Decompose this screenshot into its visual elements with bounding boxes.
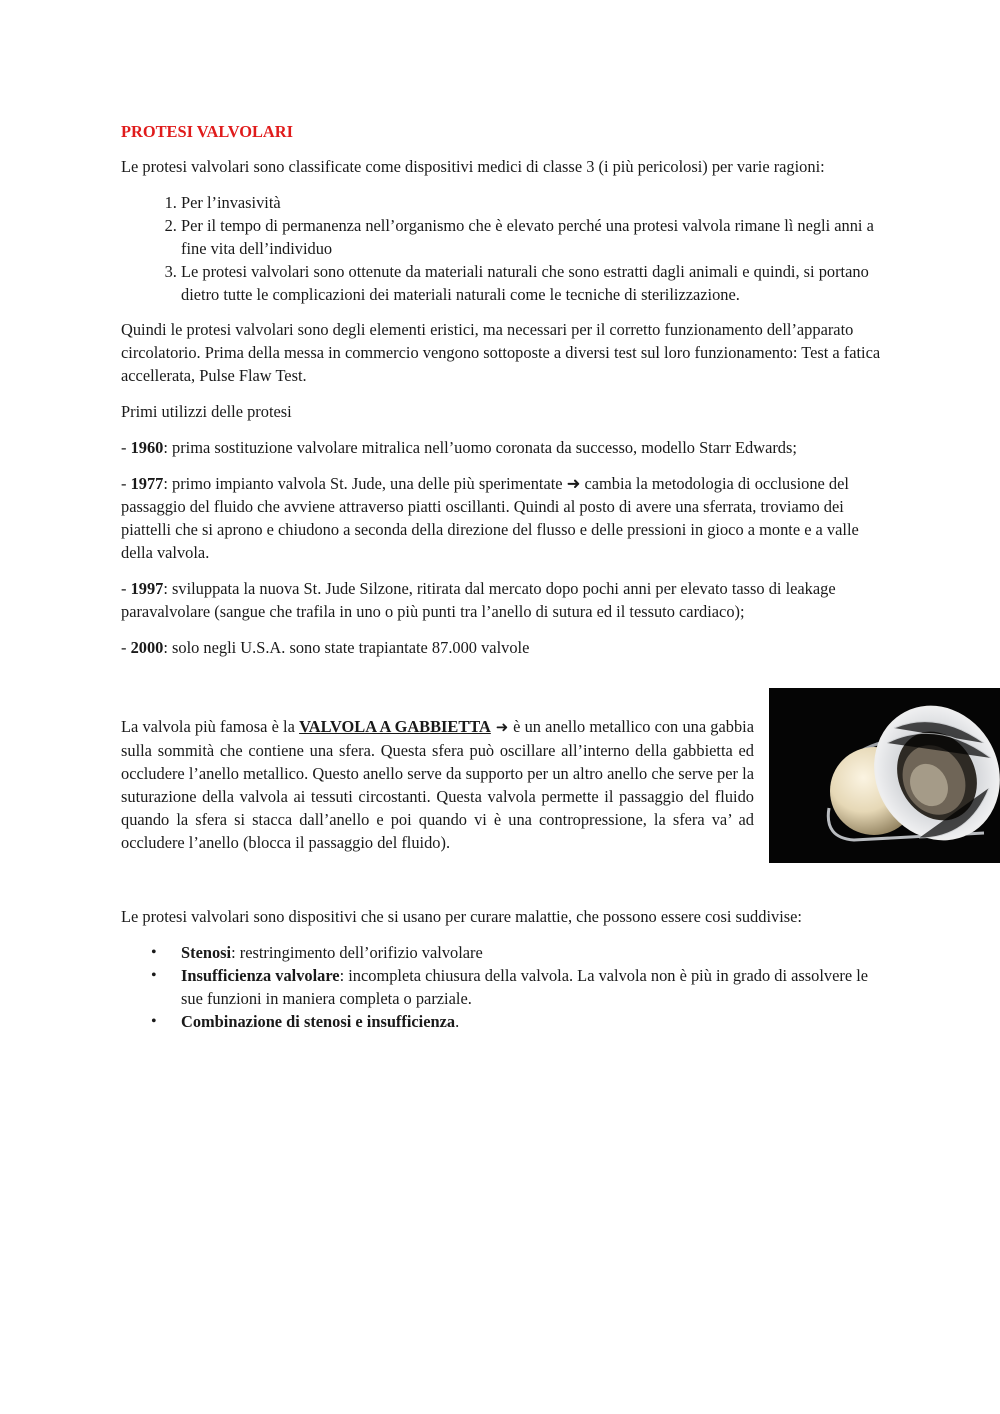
disease-desc: . — [455, 1012, 460, 1031]
valve-photo-icon — [769, 688, 1000, 863]
valve-name: VALVOLA A GABBIETTA — [299, 717, 491, 736]
list-item: 2. Per il tempo di permanenza nell’organismo che è elevato perché una protesi valvola rimane lì negli anni a fine vita dell’individuo — [181, 214, 881, 260]
list-item — [181, 1010, 881, 1033]
entry-year: 2000 — [130, 638, 164, 657]
document-page — [121, 120, 881, 1045]
list-item: 1. Per l’invasività — [181, 191, 881, 214]
valve-lead: La valvola più famosa è la — [121, 717, 300, 736]
disease-term: Stenosi — [181, 943, 232, 962]
history-entry-1977 — [121, 472, 881, 564]
entry-text: : solo negli U.S.A. sono state trapiantate 87.000 valvole — [163, 638, 530, 657]
list-item: 3. Le protesi valvolari sono ottenute da materiali naturali che sono estratti dagli animali e quindi, si portano dietro tutte le complicazioni dei materiali naturali come le tecniche di sterilizzazione. — [181, 260, 881, 306]
entry-year: 1977 — [130, 474, 164, 493]
entry-prefix: - — [121, 638, 131, 657]
entry-prefix: - — [121, 438, 131, 457]
disease-desc: : restringimento dell’orifizio valvolare — [231, 943, 483, 962]
history-entry-1997 — [121, 577, 881, 623]
list-item — [181, 941, 881, 964]
history-entry-1960 — [121, 436, 881, 459]
disease-desc: : incompleta chiusura della valvola. La valvola non è più in grado di assolvere le sue funzioni in maniera completa o parziale. — [181, 966, 869, 1008]
arrow-icon: ➜ — [490, 718, 514, 736]
intro-paragraph: Le protesi valvolari sono classificate come dispositivi medici di classe 3 (i più pericolosi) per varie ragioni: — [121, 157, 825, 176]
entry-prefix: - — [121, 579, 131, 598]
history-entry-2000 — [121, 636, 881, 659]
page-title: PROTESI VALVOLARI — [121, 122, 293, 141]
entry-text: : sviluppata la nuova St. Jude Silzone, ritirata dal mercato dopo pochi anni per elevato tasso di leakage paravalvolare (sangue che trafila in uno o più punti tra l’anello di sutura ed il tessuto cardiaco); — [121, 579, 836, 621]
diseases-list — [121, 941, 881, 1033]
entry-prefix: - — [121, 474, 131, 493]
reasons-list — [121, 191, 881, 306]
tests-paragraph: Quindi le protesi valvolari sono degli elementi eristici, ma necessari per il corretto funzionamento dell’apparato circolatorio. Prima della messa in commercio vengono sottoposte a diversi test sul loro funzionamento: Test a fatica accellerata, Pulse Flaw Test. — [121, 320, 881, 385]
valve-description — [121, 715, 754, 854]
list-item — [181, 964, 881, 1010]
diseases-intro: Le protesi valvolari sono dispositivi che si usano per curare malattie, che possono essere cosi suddivise: — [121, 907, 802, 926]
entry-text: : primo impianto valvola St. Jude, una delle più sperimentate ➜ cambia la metodologia di occlusione del passaggio del fluido che avviene attraverso piatti oscillanti. Quindi al posto di avere una sferrata, troviamo dei piattelli che si aprono e chiudono a seconda della direzione del flusso e delle pressioni in gioco a monte e a valle della valvola. — [121, 474, 859, 562]
entry-year: 1960 — [130, 438, 164, 457]
entry-year: 1997 — [130, 579, 164, 598]
disease-term: Combinazione di stenosi e insufficienza — [181, 1012, 456, 1031]
valve-section — [121, 715, 881, 905]
caged-ball-valve-image — [769, 688, 1000, 863]
history-heading: Primi utilizzi delle protesi — [121, 402, 292, 421]
disease-term: Insufficienza valvolare — [181, 966, 340, 985]
entry-text: : prima sostituzione valvolare mitralica nell’uomo coronata da successo, modello Starr Edwards; — [163, 438, 797, 457]
valve-rest: è un anello metallico con una gabbia sulla sommità che contiene una sfera. Questa sfera può oscillare all’interno della gabbietta ed occludere l’anello metallico. Questo anello serve da supporto per un altro anello che serve per la suturazione della valvola ai tessuti circostanti. Questa valvola permette il passaggio del fluido quando la sfera si stacca dall’anello e poi quando vi è una contropressione, la sfera va’ ad occludere l’anello (blocca il passaggio del fluido). — [121, 717, 754, 852]
